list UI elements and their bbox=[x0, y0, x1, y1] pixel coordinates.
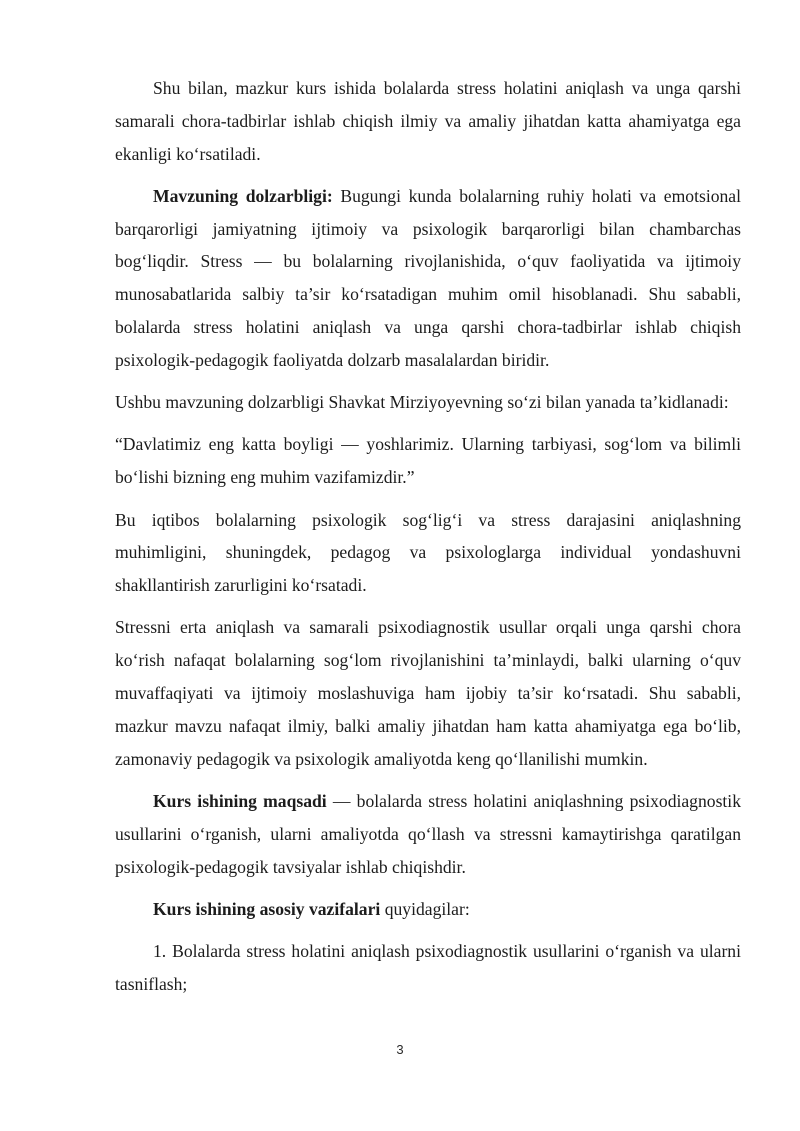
list-item-task-1 bbox=[115, 935, 741, 1001]
paragraph-text: Ushbu mavzuning dolzarbligi Shavkat Mirziyoyevning so‘zi bilan yanada ta’kidlanadi: bbox=[115, 392, 729, 413]
paragraph-text: quyidagilar: bbox=[380, 898, 470, 919]
body-text bbox=[115, 72, 741, 1010]
list-item-text: 1. Bolalarda stress holatini aniqlash psixodiagnostik usullarini o‘rganish va ularni tasniflash; bbox=[115, 941, 741, 994]
section-lead-relevance: Mavzuning dolzarbligi: bbox=[153, 185, 333, 206]
section-lead-tasks: Kurs ishining asosiy vazifalari bbox=[153, 898, 381, 919]
paragraph-text: Bugungi kunda bolalarning ruhiy holati va emotsional barqarorligi jamiyatning ijtimoiy va psixologik barqarorligi bilan chambarchas bog‘liqdir. Stress — bu bolalarning rivojlanishida, o‘quv faoliyatida va ijtimoiy munosabatlarida salbiy ta’sir ko‘rsatadigan muhim omil hisoblanadi. Shu sababli, bolalarda stress holatini aniqlash va unga qarshi chora-tadbirlar ishlab chiqish psixologik-pedagogik faoliyatda dolzarb masalalardan biridir. bbox=[115, 185, 742, 370]
page-number: 3 bbox=[396, 1042, 404, 1057]
paragraph-emphasis bbox=[115, 386, 741, 419]
paragraph-quote bbox=[115, 428, 741, 494]
paragraph-intro bbox=[115, 72, 741, 170]
paragraph-relevance bbox=[115, 180, 741, 377]
quote-text: “Davlatimiz eng katta boyligi — yoshlarimiz. Ularning tarbiyasi, sog‘lom va bilimli bo‘lishi bizning eng muhim vazifamizdir.” bbox=[115, 434, 741, 488]
paragraph-text: Shu bilan, mazkur kurs ishida bolalarda stress holatini aniqlash va unga qarshi samarali chora-tadbirlar ishlab chiqish ilmiy va amaliy jihatdan katta ahamiyatga ega ekanligi ko‘rsatiladi. bbox=[115, 78, 741, 164]
paragraph-goal bbox=[115, 785, 741, 883]
paragraph-text: Stressni erta aniqlash va samarali psixodiagnostik usullar orqali unga qarshi chora ko‘rish nafaqat bolalarning sog‘lom rivojlanishini ta’minlaydi, balki ularning o‘quv muvaffaqiyati va ijtimoiy moslashuviga ham ijobiy ta’sir ko‘rsatadi. Shu sababli, mazkur mavzu nafaqat ilmiy, balki amaliy jihatdan ham katta ahamiyatga ega bo‘lib, zamonaviy pedagogik va psixologik amaliyotda keng qo‘llanilishi mumkin. bbox=[115, 617, 741, 769]
paragraph-text: — bolalarda stress holatini aniqlashning psixodiagnostik usullarini o‘rganish, ularni amaliyotda qo‘llash va stressni kamaytirishga qaratilgan psixologik-pedagogik tavsiyalar ishlab chiqishdir. bbox=[115, 790, 741, 877]
paragraph-tasks-intro bbox=[115, 893, 741, 926]
paragraph-quote-comment bbox=[115, 504, 741, 602]
paragraph-early-detection bbox=[115, 611, 741, 775]
section-lead-goal: Kurs ishining maqsadi bbox=[153, 790, 327, 811]
paragraph-text: Bu iqtibos bolalarning psixologik sog‘lig‘i va stress darajasini aniqlashning muhimligini, shuningdek, pedagog va psixologlarga individual yondashuvni shakllantirish zarurligini ko‘rsatadi. bbox=[115, 509, 741, 596]
